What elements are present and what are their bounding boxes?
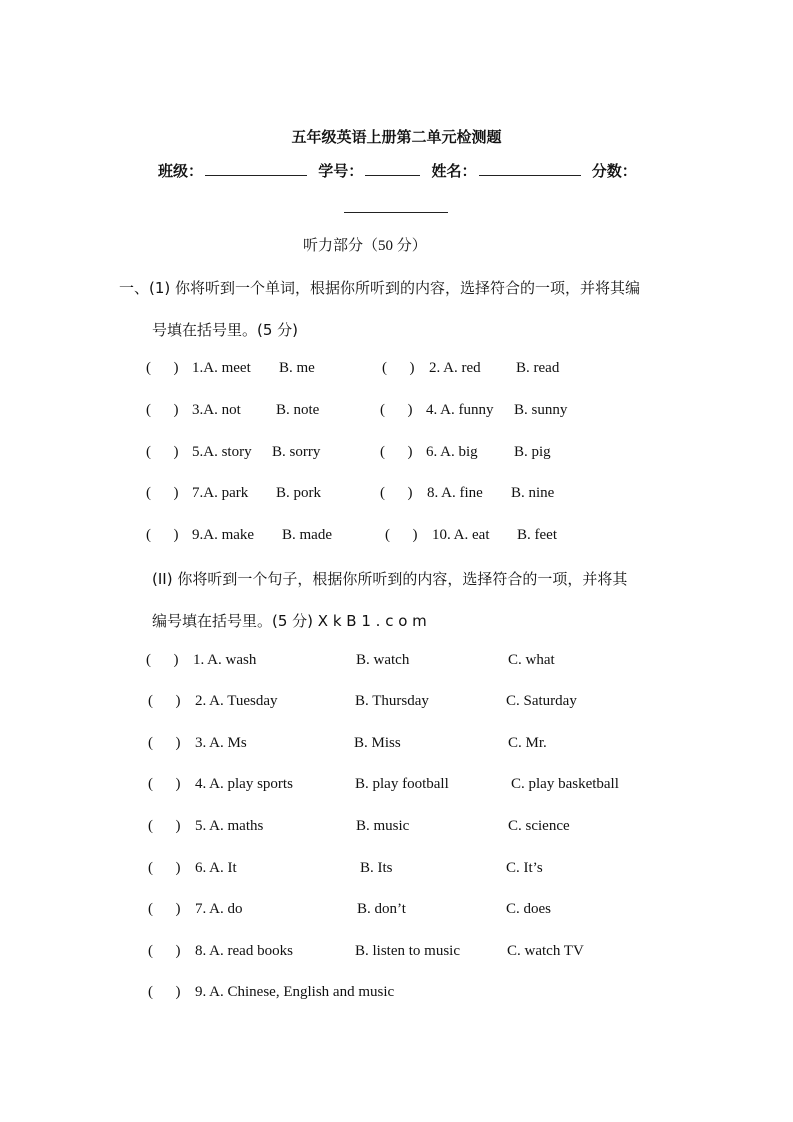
part2-option-b: B. Thursday <box>355 693 429 709</box>
class-blank[interactable] <box>205 161 307 176</box>
part1-option-b: B. note <box>276 402 320 418</box>
part1-option-a: 9.A. make <box>192 527 255 543</box>
part1-instruction-line1: 一、(1) 你将听到一个单词，根据你所听到的内容，选择符合的一项，并将其编 <box>119 279 641 297</box>
part2-option-a: 4. A. play sports <box>195 776 293 792</box>
part2-answer-paren[interactable]: ( ) <box>148 693 181 709</box>
part2-option-c: C. science <box>508 818 570 834</box>
part1-option-a: 4. A. funny <box>426 402 494 418</box>
name-label: 姓名： <box>431 162 477 180</box>
part2-option-a: 6. A. It <box>195 860 237 876</box>
part2-option-a: 9. A. Chinese, English and music <box>195 984 395 1000</box>
part1-option-a: 8. A. fine <box>427 485 483 501</box>
part1-option-a: 5.A. story <box>192 444 252 460</box>
part2-option-c: C. play basketball <box>511 776 619 792</box>
part1-option-a: 7.A. park <box>192 485 249 501</box>
part2-instruction-line2: 编号填在括号里。(5 分) X k B 1 . c o m <box>152 612 427 630</box>
part2-answer-paren[interactable]: ( ) <box>148 943 181 959</box>
section-heading-points: （50 分） <box>363 238 427 254</box>
part1-option-b: B. sorry <box>272 444 321 460</box>
part2-option-a: 1. A. wash <box>193 652 257 668</box>
student-info-line <box>158 160 637 181</box>
part2-option-b: B. don’t <box>357 901 406 917</box>
part2-option-a: 7. A. do <box>195 901 243 917</box>
part1-option-a: 1.A. meet <box>192 360 251 376</box>
part2-instruction-line1: (II) 你将听到一个句子，根据你所听到的内容，选择符合的一项，并将其 <box>152 570 628 588</box>
part1-answer-paren[interactable]: ( ) <box>146 444 179 460</box>
part1-option-b: B. nine <box>511 485 555 501</box>
part1-instruction-line2: 号填在括号里。(5 分) <box>152 321 299 339</box>
part1-answer-paren[interactable]: ( ) <box>146 527 179 543</box>
part2-option-c: C. watch TV <box>507 943 584 959</box>
part1-option-b: B. pig <box>514 444 551 460</box>
score-blank[interactable] <box>344 212 448 213</box>
part2-option-b: B. listen to music <box>355 943 460 959</box>
part2-option-a: 5. A. maths <box>195 818 264 834</box>
part1-answer-paren[interactable]: ( ) <box>146 485 179 501</box>
part1-answer-paren[interactable]: ( ) <box>385 527 418 543</box>
part1-option-b: B. read <box>516 360 560 376</box>
part1-answer-paren[interactable]: ( ) <box>146 360 179 376</box>
part2-answer-paren[interactable]: ( ) <box>146 652 179 668</box>
part2-answer-paren[interactable]: ( ) <box>148 776 181 792</box>
part1-option-b: B. made <box>282 527 332 543</box>
part1-option-b: B. pork <box>276 485 321 501</box>
part2-option-b: B. Miss <box>354 735 401 751</box>
section-heading-text: 听力部分 <box>303 236 364 254</box>
part2-answer-paren[interactable]: ( ) <box>148 901 181 917</box>
part2-option-a: 2. A. Tuesday <box>195 693 278 709</box>
part2-option-c: C. does <box>506 901 551 917</box>
part2-answer-paren[interactable]: ( ) <box>148 860 181 876</box>
part2-option-c: C. what <box>508 652 555 668</box>
part1-answer-paren[interactable]: ( ) <box>382 360 415 376</box>
part2-answer-paren[interactable]: ( ) <box>148 735 181 751</box>
part1-option-a: 3.A. not <box>192 402 241 418</box>
part2-option-b: B. Its <box>360 860 393 876</box>
part2-answer-paren[interactable]: ( ) <box>148 818 181 834</box>
part1-option-a: 6. A. big <box>426 444 478 460</box>
part2-option-c: C. Mr. <box>508 735 547 751</box>
part1-option-b: B. sunny <box>514 402 568 418</box>
part1-answer-paren[interactable]: ( ) <box>380 444 413 460</box>
number-label: 学号： <box>318 162 364 180</box>
name-blank[interactable] <box>479 161 581 176</box>
part2-option-a: 8. A. read books <box>195 943 293 959</box>
class-label: 班级： <box>158 162 204 180</box>
part2-option-c: C. Saturday <box>506 693 577 709</box>
page-title: 五年级英语上册第二单元检测题 <box>291 128 502 146</box>
part2-option-c: C. It’s <box>506 860 543 876</box>
part1-option-a: 10. A. eat <box>432 527 490 543</box>
part1-option-b: B. me <box>279 360 315 376</box>
part1-option-b: B. feet <box>517 527 557 543</box>
part1-answer-paren[interactable]: ( ) <box>146 402 179 418</box>
part2-option-b: B. watch <box>356 652 410 668</box>
part1-answer-paren[interactable]: ( ) <box>380 402 413 418</box>
part2-option-b: B. play football <box>355 776 449 792</box>
part2-option-a: 3. A. Ms <box>195 735 247 751</box>
number-blank[interactable] <box>365 161 420 176</box>
part1-option-a: 2. A. red <box>429 360 481 376</box>
section-heading <box>303 234 427 255</box>
part2-answer-paren[interactable]: ( ) <box>148 984 181 1000</box>
score-label: 分数： <box>591 162 637 180</box>
part2-option-b: B. music <box>356 818 410 834</box>
part1-answer-paren[interactable]: ( ) <box>380 485 413 501</box>
